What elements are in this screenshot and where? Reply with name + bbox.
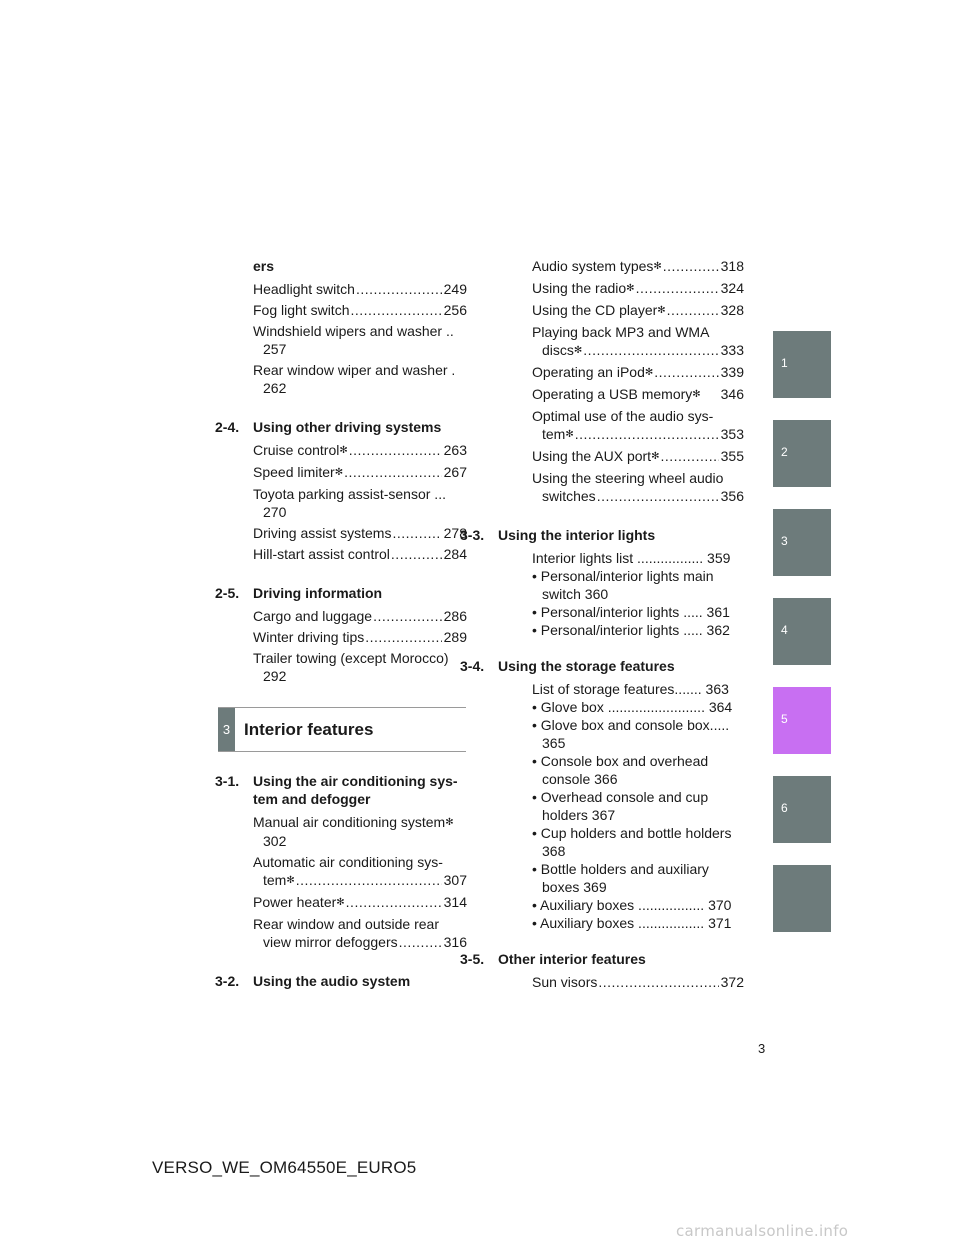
toc-entry-text: Sun visors <box>532 974 598 990</box>
chapter-tab-label: 4 <box>781 623 788 637</box>
toc-entry-text: Speed limiter <box>253 464 335 480</box>
continued-section-title: ers <box>253 258 275 274</box>
section-number: 3-2. <box>215 973 240 989</box>
toc-entry[interactable] <box>494 279 744 298</box>
toc-entry-page: 263 <box>443 442 467 458</box>
toc-entry-text: Winter driving tips <box>253 629 365 645</box>
toc-entry[interactable] <box>494 363 744 382</box>
section-number: 2-5. <box>215 585 240 601</box>
chapter-tab-label: 1 <box>781 356 788 370</box>
toc-line: • Cup holders and bottle holders <box>532 825 732 841</box>
section-title: Using the storage features <box>498 658 675 674</box>
toc-entry-text: Using the CD player <box>532 302 658 318</box>
asterisk-icon: ✻ <box>565 429 574 440</box>
toc-left-column <box>215 257 467 688</box>
toc-entry-text: Playing back MP3 and WMA <box>532 324 710 340</box>
section-heading-3-1 <box>215 772 467 808</box>
toc-line: • Bottle holders and auxiliary <box>532 861 709 877</box>
toc-entry[interactable] <box>494 973 744 991</box>
toc-line: switch 360 <box>542 586 609 602</box>
toc-entry[interactable] <box>215 322 467 358</box>
toc-entry-page: 333 <box>720 342 744 358</box>
asterisk-icon: ✻ <box>692 389 701 400</box>
toc-entry[interactable] <box>215 853 467 890</box>
asterisk-icon: ✻ <box>445 817 454 828</box>
toc-line: List of storage features....... 363 <box>532 681 729 697</box>
chapter-title: Interior features <box>244 720 374 739</box>
toc-line: 365 <box>542 735 566 751</box>
toc-entry-page: 346 <box>720 386 744 402</box>
page-number: 3 <box>758 1041 766 1056</box>
toc-entry[interactable] <box>215 301 467 319</box>
toc-entry-page: 256 <box>443 302 467 318</box>
toc-entry-text: Using the AUX port <box>532 448 652 464</box>
toc-entry[interactable] <box>215 441 467 460</box>
toc-line: • Glove box and console box..... <box>532 717 730 733</box>
toc-entry[interactable] <box>494 447 744 466</box>
toc-entry-text: Using the steering wheel audio <box>532 470 724 486</box>
toc-entry-page: 292 <box>263 668 287 684</box>
toc-entry-page: 328 <box>720 302 744 318</box>
toc-entry-text-cont: tem <box>542 426 566 442</box>
toc-line: • Console box and overhead <box>532 753 709 769</box>
toc-entry[interactable] <box>494 301 744 320</box>
section-heading-3-4 <box>460 657 744 675</box>
toc-line: • Auxiliary boxes ................. 371 <box>532 915 732 931</box>
toc-line: console 366 <box>542 771 618 787</box>
toc-entry[interactable] <box>215 545 467 563</box>
chapter-tab-5[interactable] <box>773 687 831 754</box>
toc-line: Interior lights list ................. 359 <box>532 550 731 566</box>
asterisk-icon: ✻ <box>286 875 295 886</box>
document-code: VERSO_WE_OM64550E_EURO5 <box>152 1158 417 1177</box>
toc-right-column <box>460 257 744 994</box>
chapter-tab-6[interactable] <box>773 776 831 843</box>
toc-entry-page: 302 <box>263 833 287 849</box>
watermark: carmanualsonline.info <box>676 1222 849 1240</box>
asterisk-icon: ✻ <box>334 467 344 478</box>
toc-entry[interactable] <box>215 485 467 521</box>
chapter-tab-label: 2 <box>781 445 788 459</box>
chapter-number: 3 <box>218 708 235 751</box>
toc-entry-page: 262 <box>263 380 287 396</box>
asterisk-icon: ✻ <box>644 367 654 378</box>
toc-entry-page: 355 <box>720 448 744 464</box>
section-number: 3-5. <box>460 951 485 967</box>
asterisk-icon: ✻ <box>626 283 635 294</box>
toc-line: • Auxiliary boxes ................. 370 <box>532 897 732 913</box>
toc-entry-page: 278 <box>443 525 467 541</box>
toc-entry-page: 353 <box>720 426 744 442</box>
toc-entry-text: Rear window and outside rear <box>253 916 439 932</box>
toc-entry-page: 249 <box>443 281 467 297</box>
section-heading-2-4 <box>215 418 467 436</box>
section-title: Using other driving systems <box>253 419 442 435</box>
toc-entry-text: Driving assist systems <box>253 525 392 541</box>
toc-entry-text: Toyota parking assist-sensor ... <box>253 486 446 502</box>
section-number: 3-1. <box>215 773 240 789</box>
toc-entry-page: 257 <box>263 341 287 357</box>
toc-entry-text: Power heater <box>253 894 337 910</box>
toc-entry[interactable] <box>494 407 744 444</box>
toc-entry[interactable] <box>215 649 467 685</box>
toc-line: 368 <box>542 843 566 859</box>
toc-line: • Personal/interior lights main <box>532 568 714 584</box>
toc-entry-text-cont: discs <box>542 342 574 358</box>
toc-entry-page: 270 <box>263 504 287 520</box>
section-number: 2-4. <box>215 419 240 435</box>
toc-entry-text: Automatic air conditioning sys- <box>253 854 443 870</box>
toc-entry[interactable] <box>215 628 467 646</box>
asterisk-icon: ✻ <box>653 261 662 272</box>
toc-entry-page: 356 <box>720 488 744 504</box>
toc-entry[interactable] <box>215 524 467 542</box>
section-heading-3-2 <box>215 972 467 990</box>
toc-entry[interactable] <box>494 385 744 404</box>
toc-entry-text: Fog light switch <box>253 302 350 318</box>
toc-entry-page: 289 <box>443 629 467 645</box>
toc-entry[interactable] <box>215 607 467 625</box>
toc-entry-page: 324 <box>720 280 744 296</box>
toc-entry-text: Optimal use of the audio sys- <box>532 408 714 424</box>
toc-entry-page: 339 <box>720 364 744 380</box>
section-number: 3-4. <box>460 658 485 674</box>
section-heading-3-5 <box>460 950 744 968</box>
section-number: 3-3. <box>460 527 485 543</box>
chapter-tab-label: 6 <box>781 801 788 815</box>
section-title: Using the audio system <box>253 973 411 989</box>
section-heading-3-3 <box>460 526 744 544</box>
toc-entry-text: Headlight switch <box>253 281 355 297</box>
section-heading-2-5 <box>215 584 467 602</box>
toc-entry-text: Trailer towing (except Morocco) <box>253 650 449 666</box>
toc-entry-text: Using the radio <box>532 280 627 296</box>
toc-entry-page: 307 <box>443 872 467 888</box>
toc-entry[interactable] <box>494 323 744 360</box>
asterisk-icon: ✻ <box>336 897 345 908</box>
toc-entry-page: 316 <box>443 934 467 950</box>
toc-entry-text-cont: switches <box>542 488 596 504</box>
toc-entry-text: Rear window wiper and washer . <box>253 362 456 378</box>
toc-entry-page: 372 <box>720 974 744 990</box>
asterisk-icon: ✻ <box>651 451 660 462</box>
toc-entry[interactable] <box>215 280 467 298</box>
chapter-tab-4[interactable] <box>773 598 831 665</box>
section-title: Other interior features <box>498 951 646 967</box>
toc-left-column-lower <box>215 772 467 995</box>
toc-entry-page: 267 <box>443 464 467 480</box>
asterisk-icon: ✻ <box>657 305 666 316</box>
toc-entry[interactable] <box>494 549 744 639</box>
toc-entry[interactable] <box>494 257 744 276</box>
toc-entry-text: Operating an iPod <box>532 364 645 380</box>
toc-line: holders 367 <box>542 807 616 823</box>
chapter-tab-1[interactable] <box>773 331 831 398</box>
toc-entry[interactable] <box>494 680 744 932</box>
toc-entry-page: 318 <box>720 258 744 274</box>
chapter-tab-label: 5 <box>781 712 788 726</box>
toc-entry-page: 314 <box>443 894 467 910</box>
toc-entry-page: 284 <box>443 546 467 562</box>
toc-entry-text: Operating a USB memory <box>532 386 693 402</box>
toc-line: • Personal/interior lights ..... 361 <box>532 604 730 620</box>
toc-entry-text: Cargo and luggage <box>253 608 373 624</box>
toc-line: • Overhead console and cup <box>532 789 709 805</box>
toc-entry-text: Audio system types <box>532 258 654 274</box>
toc-entry-text-cont: view mirror defoggers <box>263 934 398 950</box>
toc-entry[interactable] <box>215 463 467 482</box>
toc-entry[interactable] <box>215 813 467 850</box>
toc-entry-text: Hill-start assist control <box>253 546 390 562</box>
toc-entry[interactable] <box>215 915 467 951</box>
toc-line: • Glove box ......................... 364 <box>532 699 733 715</box>
section-title: Using the interior lights <box>498 527 656 543</box>
toc-entry-text-cont: tem <box>263 872 287 888</box>
toc-entry[interactable] <box>494 469 744 505</box>
toc-entry-page: 286 <box>443 608 467 624</box>
chapter-tab-3[interactable] <box>773 509 831 576</box>
toc-entry[interactable] <box>215 893 467 912</box>
section-title: Driving information <box>253 585 383 601</box>
section-title: Using the air conditioning sys- tem and defogger <box>253 773 458 807</box>
chapter-tab-2[interactable] <box>773 420 831 487</box>
toc-entry-text: Windshield wipers and washer .. <box>253 323 454 339</box>
chapter-tab-7[interactable] <box>773 865 831 932</box>
toc-entry[interactable] <box>215 361 467 397</box>
toc-entry-text: Manual air conditioning system <box>253 814 446 830</box>
toc-entry-text: Cruise control <box>253 442 340 458</box>
chapter-tab-label: 3 <box>781 534 788 548</box>
toc-line: • Personal/interior lights ..... 362 <box>532 622 730 638</box>
chapter-heading <box>218 707 466 752</box>
asterisk-icon: ✻ <box>339 445 348 456</box>
toc-line: boxes 369 <box>542 879 607 895</box>
asterisk-icon: ✻ <box>573 345 583 356</box>
